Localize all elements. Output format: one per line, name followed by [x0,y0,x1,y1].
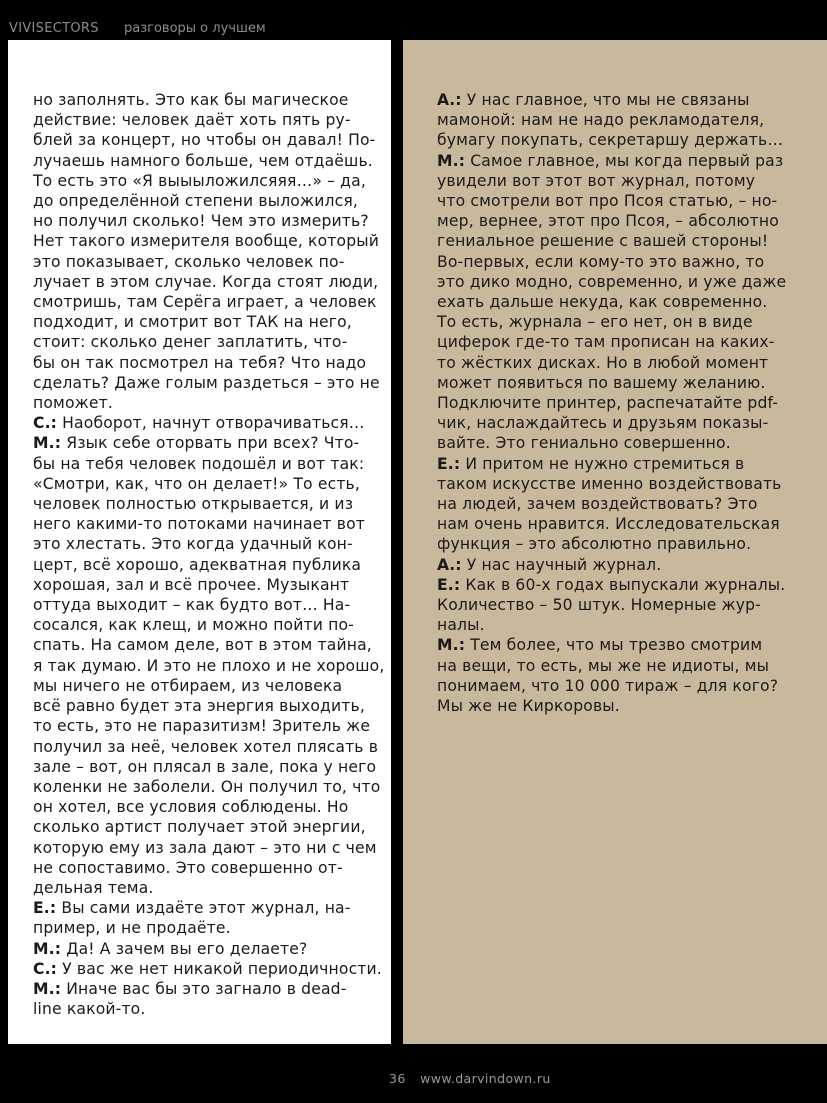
line-text: Как в 60-х годах выпускали журналы. [460,575,786,594]
text-line [437,373,817,393]
text-line [33,939,383,959]
text-line [437,292,817,312]
text-line [437,696,817,716]
line-text: поможет. [33,394,113,413]
line-text: это показывает, сколько человек по- [33,252,345,271]
text-line [33,130,383,150]
text-line [33,90,383,110]
line-text: Нет такого измерителя вообще, который [33,232,380,251]
text-line [33,211,383,231]
text-line [33,494,383,514]
text-line [437,656,817,676]
speaker-label: М.: [33,434,62,453]
line-text: гениальное решение с вашей стороны! [437,232,769,251]
text-line [437,635,817,655]
line-text: мер, вернее, этот про Псоя, – абсолютно [437,212,779,231]
text-line [33,191,383,211]
column-divider-mark [391,40,403,552]
text-line [33,555,383,575]
line-text: бумагу покупать, секретаршу держать… [437,131,784,150]
line-text: не сопоставимо. Это совершенно от- [33,858,343,877]
text-line [437,332,817,352]
speaker-label: С.: [33,414,58,433]
text-line [437,353,817,373]
line-text: то есть, это не паразитизм! Зритель же [33,717,371,736]
text-line [33,635,383,655]
text-line [33,534,383,554]
line-text: И притом не нужно стремиться в [460,454,745,473]
line-text: чик, наслаждайтесь и друзьям показы- [437,414,769,433]
line-text: лучает в этом случае. Когда стоят люди, [33,272,379,291]
line-text: коленки не заболели. Он получил то, что [33,777,381,796]
line-text: У нас главное, что мы не связаны [461,91,750,109]
text-line [33,716,383,736]
text-line [33,393,383,413]
text-line [33,171,383,191]
text-line [33,979,383,999]
text-line [33,999,383,1019]
line-text: ехать дальше некуда, как современно. [437,293,768,312]
page-number: 36 [389,1071,406,1086]
text-line [33,918,383,938]
text-line [33,838,383,858]
line-text: мамоной: нам не надо рекламодателя, [437,111,765,130]
column-divider-line [394,552,395,1044]
line-text: на вещи, то есть, мы же не идиоты, мы [437,656,770,675]
speaker-label: М.: [33,939,62,958]
speaker-label: Е.: [33,899,57,918]
text-line [33,312,383,332]
text-line [437,615,817,635]
line-text: Да! А зачем вы его делаете? [61,939,308,958]
line-text: Самое главное, мы когда первый раз [465,151,784,170]
left-column-text [33,90,383,1019]
line-text: циферок где-то там прописан на каких- [437,333,775,352]
line-text: У вас же нет никакой периодичности. [57,959,382,978]
line-text: вайте. Это гениально совершенно. [437,434,731,453]
line-text: человек полностью открывается, и из [33,495,354,514]
line-text: «Смотри, как, что он делает!» То есть, [33,474,361,493]
text-line [437,272,817,292]
text-line [33,615,383,635]
line-text: церт, всё хорошо, адекватная публика [33,555,362,574]
line-text: таком искусстве именно воздействовать [437,474,782,493]
line-text: Наоборот, начнут отворачиваться… [57,414,365,433]
text-line [437,110,817,130]
line-text: Иначе вас бы это загнало в dead- [61,979,347,998]
text-line [437,393,817,413]
text-line [33,353,383,373]
text-line [437,534,817,554]
speaker-label: М.: [437,636,466,655]
line-text: сколько артист получает этой энергии, [33,818,366,837]
text-line [33,696,383,716]
text-line [33,110,383,130]
line-text: оттуда выходит – как будто вот… На- [33,596,351,615]
text-line [437,211,817,231]
text-line [437,575,817,595]
text-line [437,130,817,150]
line-text: на людей, зачем воздействовать? Это [437,495,758,514]
text-line [437,413,817,433]
line-text: увидели вот этот вот журнал, потому [437,171,756,190]
line-text: блей за концерт, но чтобы он давал! По- [33,131,376,150]
text-line [33,454,383,474]
text-line [437,454,817,474]
text-line [33,332,383,352]
text-line [33,595,383,615]
line-text: Тем более, что мы трезво смотрим [465,636,763,655]
line-text: нам очень нравится. Исследовательская [437,515,780,534]
line-text: Язык себе оторвать при всех? Что- [61,434,360,453]
text-line [33,898,383,918]
line-text: смотришь, там Серёга играет, а человек [33,293,377,312]
line-text: сосался, как клещ, и можно пойти по- [33,616,354,635]
text-line [33,373,383,393]
line-text: Мы же не Киркоровы. [437,697,620,716]
text-line [33,474,383,494]
text-line [33,413,383,433]
line-text: У нас научный журнал. [461,555,662,574]
text-line [437,494,817,514]
text-line [33,656,383,676]
text-line [33,959,383,979]
line-text: Подключите принтер, распечатайте pdf- [437,394,779,413]
line-text: зале – вот, он плясал в зале, пока у него [33,757,377,776]
line-text: пример, и не продаёте. [33,919,231,938]
speaker-label: Е.: [437,575,461,594]
line-text: но заполнять. Это как бы магическое [33,91,349,109]
text-line [33,272,383,292]
line-text: это дико модно, современно, и уже даже [437,272,787,291]
line-text: дельная тема. [33,878,154,897]
line-text: он хотел, все условия соблюдены. Но [33,798,349,817]
speaker-label: М.: [437,151,466,170]
text-line [33,151,383,171]
text-line [33,757,383,777]
line-text: лучаешь намного больше, чем отдаёшь. [33,151,373,170]
text-line [33,252,383,272]
footer-url[interactable]: www.darvindown.ru [420,1071,551,1086]
text-line [437,90,817,110]
line-text: понимаем, что 10 000 тираж – для кого? [437,676,779,695]
line-text: стоит: сколько денег заплатить, что- [33,333,348,352]
section-title: разговоры о лучшем [124,21,266,36]
text-line [33,797,383,817]
text-line [437,595,817,615]
line-text: бы на тебя человек подошёл и вот так: [33,454,365,473]
line-text: То есть, журнала – его нет, он в виде [437,313,753,332]
speaker-label: Е.: [437,454,461,473]
text-line [437,676,817,696]
right-column-text [437,90,817,716]
page-header [0,0,827,40]
text-line [33,737,383,757]
line-text: которую ему из зала дают – это ни с чем [33,838,377,857]
text-line [437,191,817,211]
text-line [437,171,817,191]
line-text: подходит, и смотрит вот ТАК на него, [33,313,352,332]
speaker-label: А.: [437,91,462,109]
text-line [33,514,383,534]
line-text: получил за неё, человек хотел плясать в [33,737,379,756]
magazine-brand: VIVISECTORS [9,21,99,36]
speaker-label: А.: [437,555,462,574]
line-text: Во-первых, если кому-то это важно, то [437,252,765,271]
line-text: но получил сколько! Чем это измерить? [33,212,369,231]
line-text: функция – это абсолютно правильно. [437,535,752,554]
text-line [33,433,383,453]
line-text: действие: человек даёт хоть пять ру- [33,111,351,130]
text-line [33,231,383,251]
speaker-label: С.: [33,959,58,978]
text-line [33,817,383,837]
line-text: налы. [437,616,485,635]
text-line [33,676,383,696]
line-text: сделать? Даже голым раздеться – это не [33,373,380,392]
line-text: до определённой степени выложился, [33,192,358,211]
line-text: это хлестать. Это когда удачный кон- [33,535,353,554]
line-text: То есть это «Я выыыложилсяяя…» – да, [33,171,366,190]
text-line [33,575,383,595]
text-line [33,777,383,797]
text-line [437,514,817,534]
page-footer [389,1071,551,1086]
text-line [437,433,817,453]
text-line [33,878,383,898]
line-text: него какими-то потоками начинает вот [33,515,366,534]
text-line [33,292,383,312]
line-text: может появиться по вашему желанию. [437,373,766,392]
speaker-label: М.: [33,979,62,998]
line-text: line какой-то. [33,1000,146,1019]
line-text: Вы сами издаёте этот журнал, на- [56,899,351,918]
line-text: то жёстких дисках. Но в любой момент [437,353,769,372]
text-line [437,231,817,251]
text-line [437,474,817,494]
text-line [437,151,817,171]
line-text: мы ничего не отбираем, из человека [33,676,343,695]
text-line [33,858,383,878]
line-text: всё равно будет эта энергия выходить, [33,697,365,716]
line-text: спать. На самом деле, вот в этом тайна, [33,636,372,655]
text-line [437,555,817,575]
line-text: что смотрели вот про Псоя статью, – но- [437,192,778,211]
line-text: бы он так посмотрел на тебя? Что надо [33,353,367,372]
line-text: Количество – 50 штук. Номерные жур- [437,596,761,615]
text-line [437,252,817,272]
line-text: я так думаю. И это не плохо и не хорошо, [33,656,385,675]
line-text: хорошая, зал и всё прочее. Музыкант [33,575,350,594]
text-line [437,312,817,332]
